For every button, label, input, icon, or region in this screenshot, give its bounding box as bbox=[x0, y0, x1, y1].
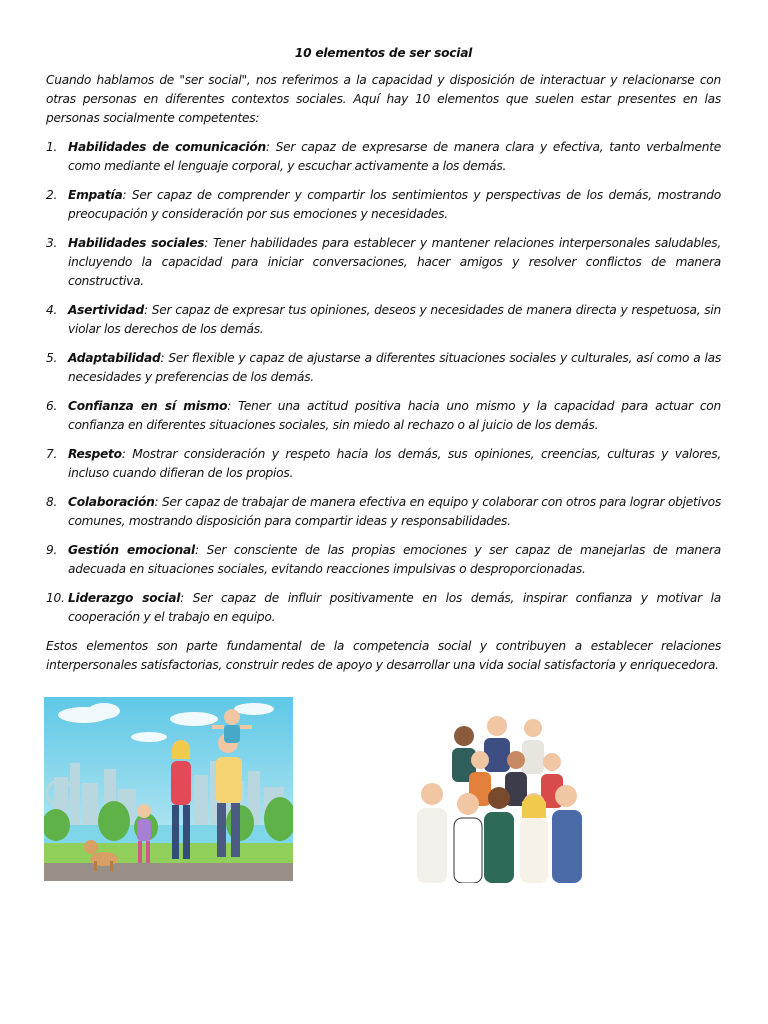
item-number: 6. bbox=[46, 399, 58, 413]
item-number: 8. bbox=[46, 495, 58, 509]
closing-paragraph: Estos elementos son parte fundamental de la competencia social y contribuyen a establecer relaciones interpersonales satisfactorias, construir redes de apoyo y desarrollar una vida social satisfactoria y enriquecedora. bbox=[46, 639, 721, 672]
item-number: 4. bbox=[46, 303, 58, 317]
item-term: Gestión emocional bbox=[68, 543, 195, 557]
item-text: : Tener una actitud positiva hacia uno mismo y la capacidad para actuar con confianza en diferentes situaciones sociales, sin miedo al rechazo o al juicio de los demás. bbox=[68, 399, 721, 432]
item-text: : Ser capaz de expresar tus opiniones, deseos y necesidades de manera directa y respetuosa, sin violar los derechos de los demás. bbox=[68, 303, 721, 336]
item-number: 2. bbox=[46, 188, 58, 202]
item-term: Colaboración bbox=[68, 495, 155, 509]
item-number: 1. bbox=[46, 140, 58, 154]
intro-paragraph: Cuando hablamos de "ser social", nos referimos a la capacidad y disposición de interactuar y relacionarse con otras personas en diferentes contextos sociales. Aquí hay 10 elementos que suelen estar presentes en las personas socialmente competentes: bbox=[46, 73, 721, 125]
item-term: Respeto bbox=[68, 447, 122, 461]
item-text: : Ser capaz de comprender y compartir los sentimientos y perspectivas de los demás, mostrando preocupación y consideración por sus emociones y necesidades. bbox=[68, 188, 721, 221]
item-number: 7. bbox=[46, 447, 58, 461]
item-term: Asertividad bbox=[68, 303, 145, 317]
item-text: : Ser consciente de las propias emociones y ser capaz de manejarlas de manera adecuada en situaciones sociales, evitando reacciones impulsivas o desproporcionadas. bbox=[68, 543, 721, 576]
list-item bbox=[46, 397, 721, 435]
list-item bbox=[46, 493, 721, 531]
list-item bbox=[46, 349, 721, 387]
page-title: 10 elementos de ser social bbox=[294, 46, 473, 60]
item-number: 5. bbox=[46, 351, 58, 365]
item-term: Liderazgo social bbox=[68, 591, 181, 605]
item-term: Confianza en sí mismo bbox=[68, 399, 228, 413]
item-text: : Mostrar consideración y respeto hacia los demás, sus opiniones, creencias, culturas y valores, incluso cuando difieran de los propios. bbox=[68, 447, 721, 480]
item-term: Adaptabilidad bbox=[68, 351, 161, 365]
item-text: : Ser capaz de expresarse de manera clara y efectiva, tanto verbalmente como mediante el lenguaje corporal, y escuchar activamente a los demás. bbox=[68, 140, 722, 173]
item-text: : Ser flexible y capaz de ajustarse a diferentes situaciones sociales y culturales, así como a las necesidades y preferencias de los demás. bbox=[68, 351, 721, 384]
group-of-people-illustration bbox=[376, 700, 622, 883]
list-item bbox=[46, 186, 721, 224]
list-item bbox=[46, 589, 721, 627]
document-body bbox=[46, 44, 721, 675]
item-number: 3. bbox=[46, 236, 58, 250]
item-term: Habilidades de comunicación bbox=[68, 140, 266, 154]
item-text: : Tener habilidades para establecer y mantener relaciones interpersonales saludables, incluyendo la capacidad para iniciar conversaciones, hacer amigos y resolver conflictos de manera constructiva. bbox=[68, 236, 721, 288]
item-number: 10. bbox=[46, 591, 65, 605]
elements-list bbox=[46, 138, 721, 627]
item-term: Habilidades sociales bbox=[68, 236, 205, 250]
path bbox=[44, 863, 293, 881]
list-item bbox=[46, 138, 721, 176]
item-term: Empatía bbox=[68, 188, 123, 202]
list-item bbox=[46, 445, 721, 483]
list-item bbox=[46, 541, 721, 579]
family-walking-illustration bbox=[44, 697, 293, 881]
item-text: : Ser capaz de influir positivamente en los demás, inspirar confianza y motivar la cooperación y el trabajo en equipo. bbox=[68, 591, 721, 624]
list-item bbox=[46, 234, 721, 291]
item-text: : Ser capaz de trabajar de manera efectiva en equipo y colaborar con otros para lograr objetivos comunes, mostrando disposición para compartir ideas y responsabilidades. bbox=[68, 495, 721, 528]
item-number: 9. bbox=[46, 543, 58, 557]
front-row bbox=[417, 783, 582, 883]
grass bbox=[44, 843, 293, 865]
list-item bbox=[46, 301, 721, 339]
